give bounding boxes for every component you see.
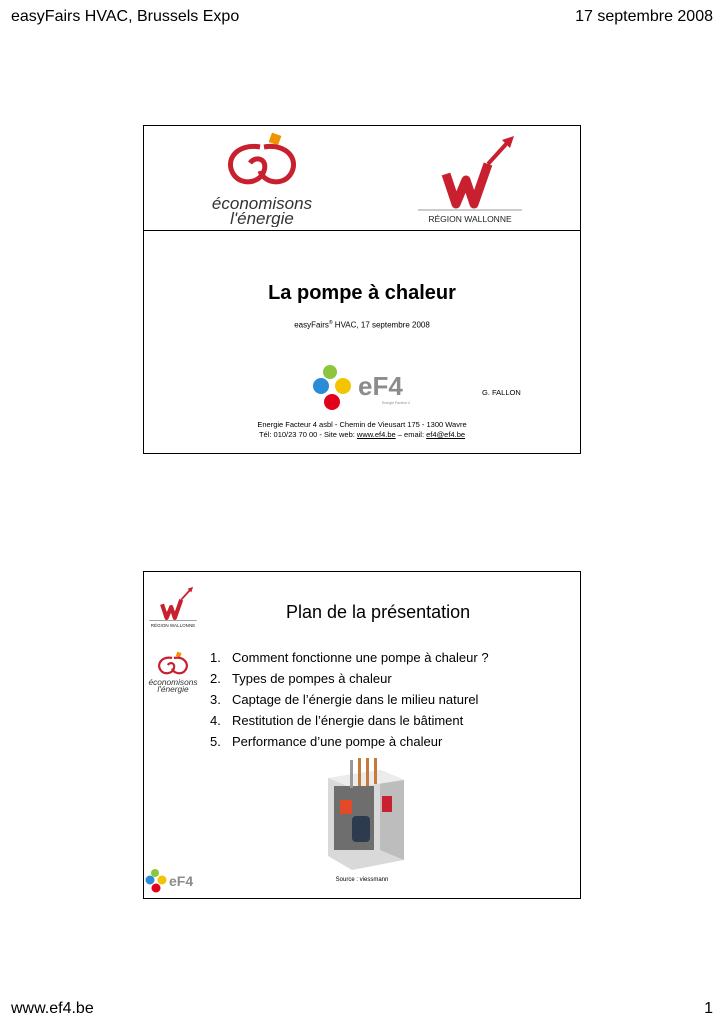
agenda-item-number: 1. — [210, 650, 221, 665]
svg-text:Energie Facteur 4: Energie Facteur 4 — [382, 401, 410, 405]
agenda-item-text: Restitution de l’énergie dans le bâtiment — [232, 713, 464, 728]
region-wallonne-logo — [416, 134, 524, 226]
svg-text:économisons: économisons — [211, 194, 313, 213]
economisons-energie-logo — [196, 131, 328, 227]
page-header-left: easyFairs HVAC, Brussels Expo — [11, 8, 240, 25]
agenda-item-text: Captage de l’énergie dans le milieu naturel — [232, 692, 479, 707]
website-link[interactable]: www.ef4.be — [356, 430, 396, 439]
agenda-item-text: Comment fonctionne une pompe à chaleur ? — [232, 650, 489, 665]
page-header-right: 17 septembre 2008 — [575, 8, 713, 25]
svg-text:eF4: eF4 — [358, 371, 403, 401]
address-line: Energie Facteur 4 asbl - Chemin de Vieusart 175 - 1300 Wavre — [257, 420, 467, 429]
page-footer-website: www.ef4.be — [11, 1000, 94, 1017]
svg-text:économisons: économisons — [148, 677, 198, 688]
agenda-item — [210, 710, 489, 731]
agenda-item — [210, 731, 489, 752]
svg-text:RÉGION WALLONNE: RÉGION WALLONNE — [428, 214, 512, 224]
agenda-item — [210, 647, 489, 668]
slide-title — [143, 125, 581, 454]
author-name: G. FALLON — [482, 388, 521, 397]
svg-text:RÉGION WALLONNE: RÉGION WALLONNE — [150, 623, 196, 628]
agenda-item-number: 2. — [210, 671, 221, 686]
agenda-list — [210, 647, 489, 752]
agenda-item-number: 5. — [210, 734, 221, 749]
agenda-item-number: 3. — [210, 692, 221, 707]
svg-text:l'énergie: l'énergie — [230, 209, 294, 227]
slide-agenda — [143, 571, 581, 899]
email-link[interactable]: ef4@ef4.be — [426, 430, 466, 439]
ef4-logo-small — [145, 868, 203, 894]
agenda-item — [210, 689, 489, 710]
economisons-energie-logo-small — [144, 646, 202, 698]
slide-subtitle: easyFairs® HVAC, 17 septembre 2008 — [294, 320, 430, 330]
page-number: 1 — [704, 1000, 713, 1017]
agenda-item-number: 4. — [210, 713, 221, 728]
agenda-item-text: Performance d’une pompe à chaleur — [232, 734, 443, 749]
agenda-item — [210, 668, 489, 689]
slide-divider — [144, 230, 580, 231]
heat-pump-image — [324, 756, 408, 874]
contact-info — [144, 420, 580, 440]
svg-text:eF4: eF4 — [169, 873, 194, 889]
slide-agenda-title: Plan de la présentation — [286, 602, 471, 622]
region-wallonne-logo-small — [148, 586, 198, 628]
agenda-item-text: Types de pompes à chaleur — [232, 671, 392, 686]
svg-text:l'énergie: l'énergie — [157, 684, 189, 695]
image-source-caption: Source : viessmann — [335, 877, 389, 883]
slide-title-text: La pompe à chaleur — [268, 282, 456, 304]
ef4-logo — [308, 362, 418, 414]
contact-line: Tél: 010/23 70 00 - Site web: www.ef4.be – email: ef4@ef4.be — [258, 430, 466, 439]
